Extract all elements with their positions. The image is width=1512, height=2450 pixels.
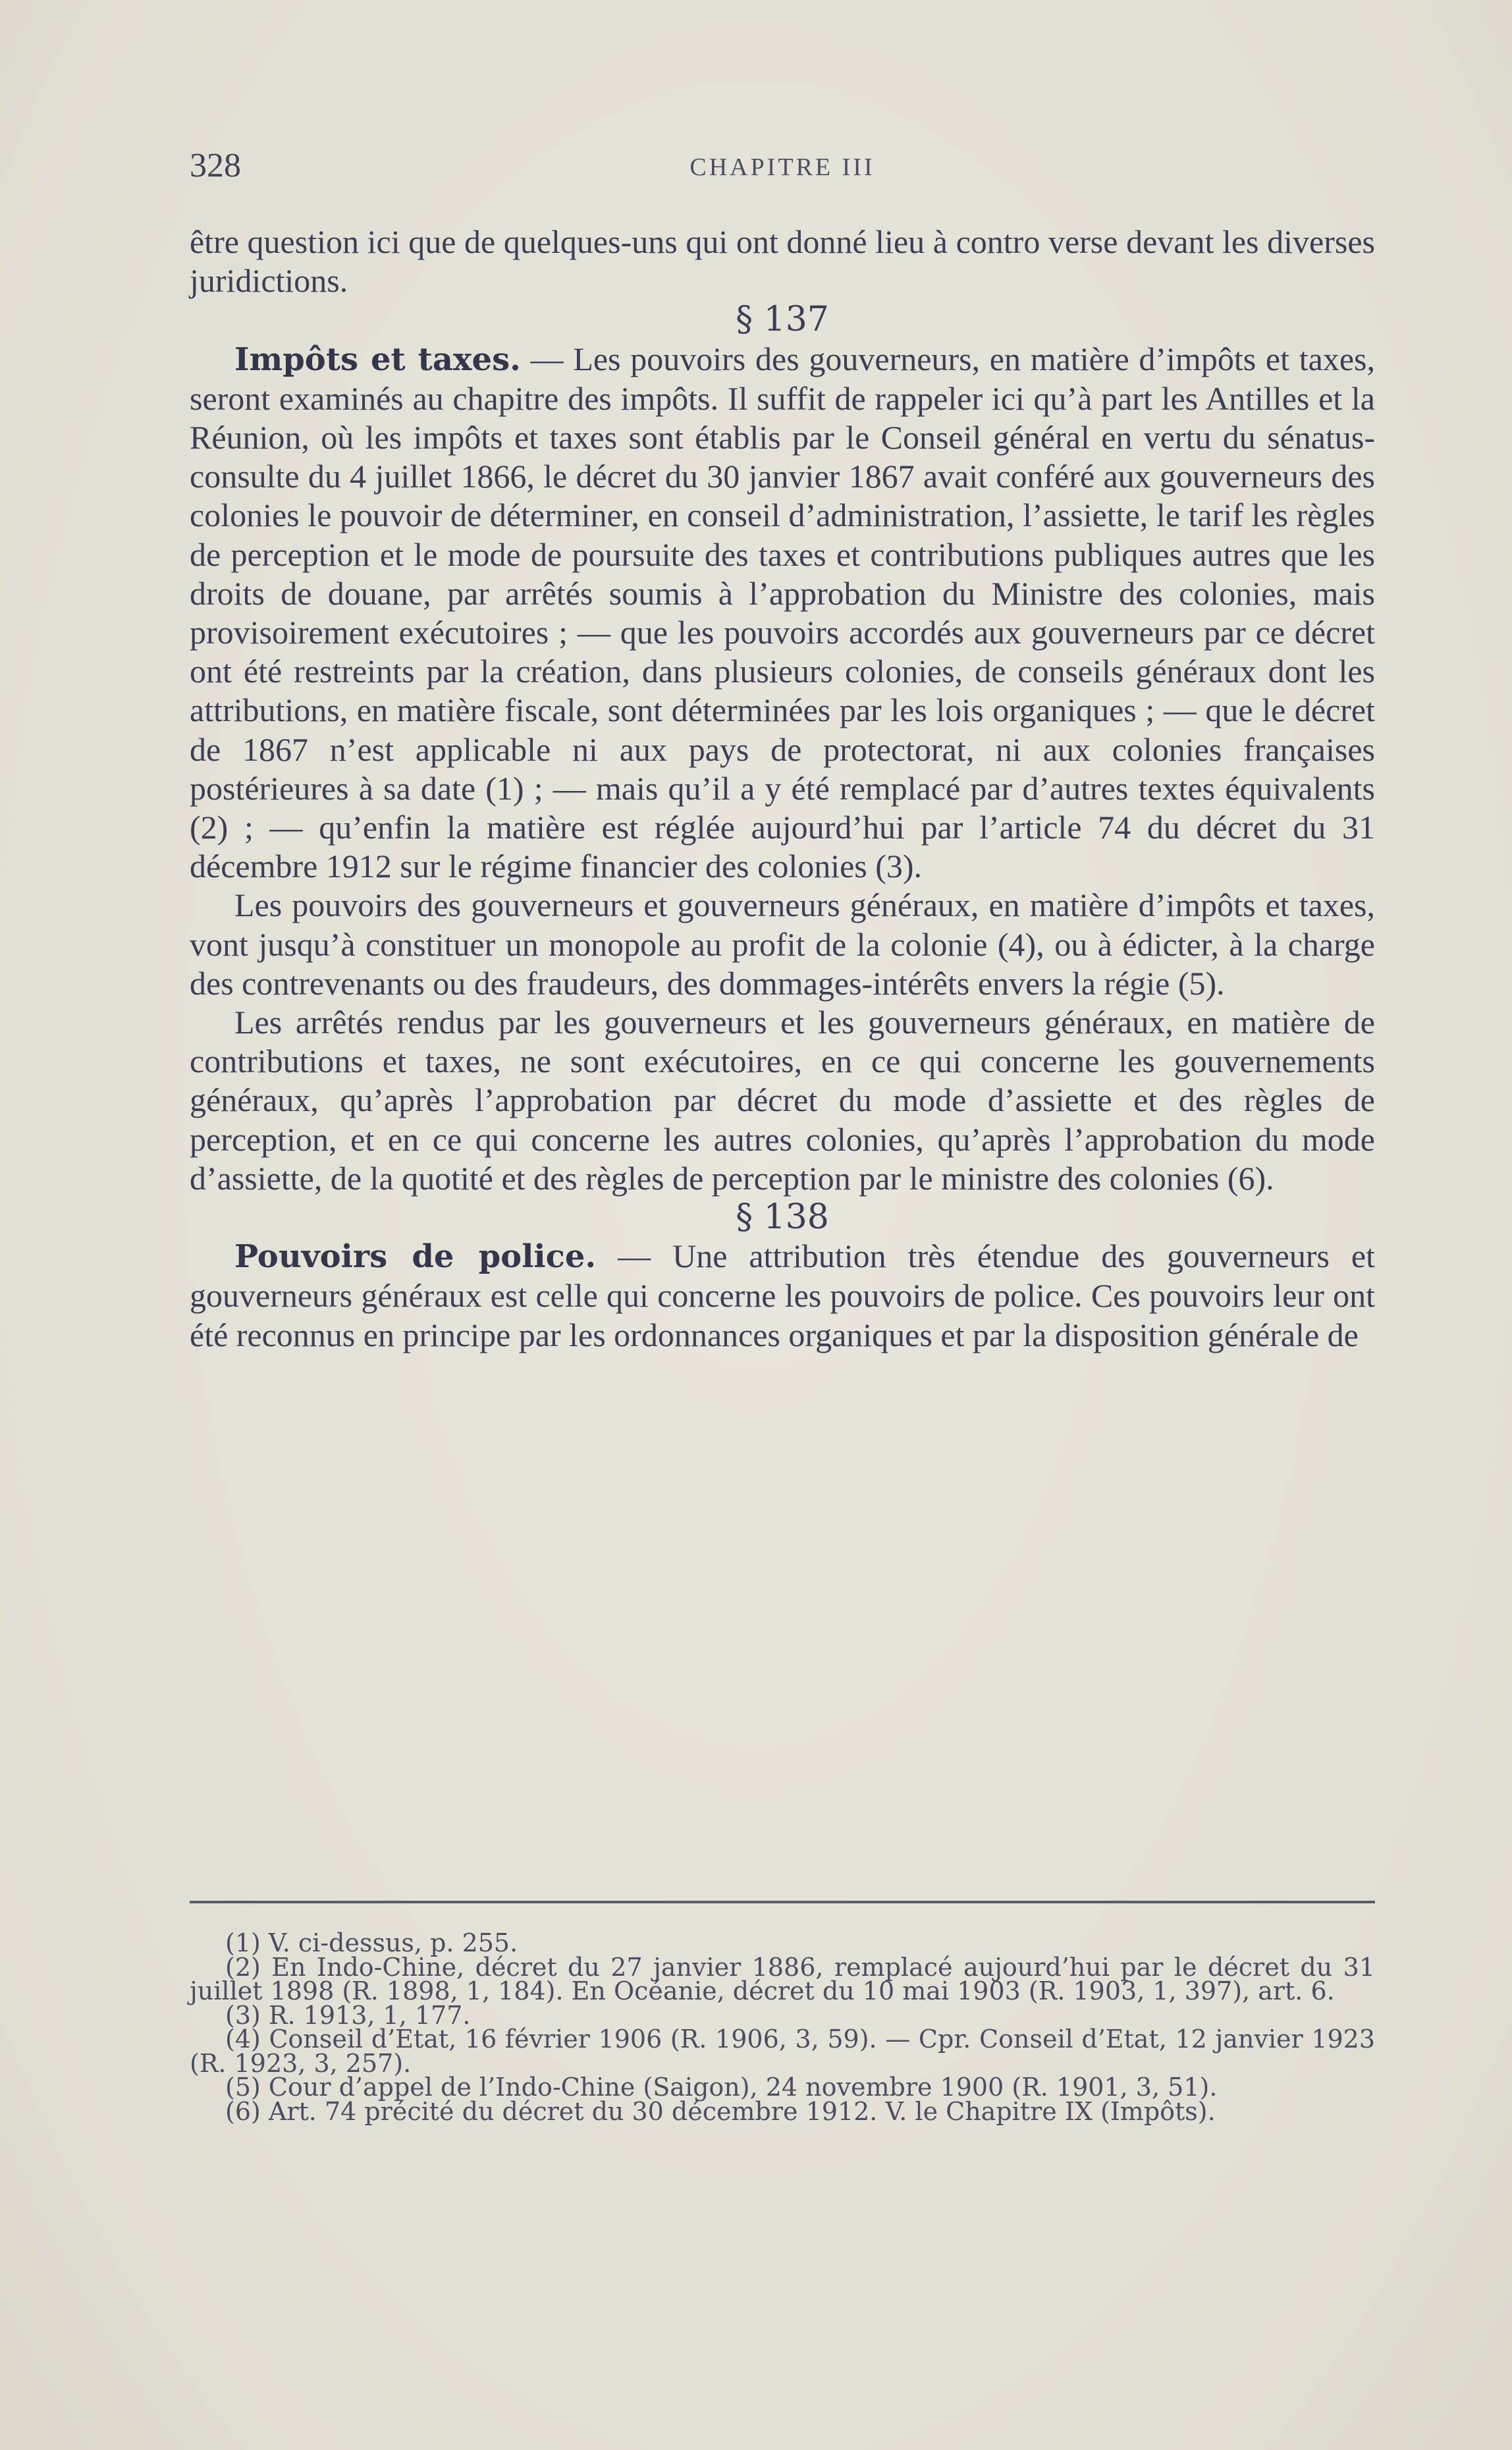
continuation-paragraph: être question ici que de quelques-uns qui ont donné lieu à contro verse devant les diverses juridictions. bbox=[190, 223, 1375, 300]
paragraph: Les pouvoirs des gouverneurs et gouverneurs généraux, en matière d’impôts et taxes, vont jusqu’à constituer un monopole au profit de la colonie (4), ou à édicter, à la charge des contrevenants ou des fraudeurs, des dommages-intérêts envers la régie (5). bbox=[190, 886, 1375, 1002]
paragraph-lead-police: Pouvoirs de police. bbox=[234, 1238, 597, 1276]
page-number: 328 bbox=[190, 147, 241, 184]
main-text bbox=[190, 223, 1375, 1355]
paragraph-text: — Les pouvoirs des gouverneurs, en matière d’impôts et taxes, seront examinés au chapitre des impôts. Il suffit de rappeler ici qu’à part les Antilles et la Réunion, où les impôts et taxes sont établis par le Conseil général en vertu du sénatus-consulte du 4 juillet 1866, le décret du 30 janvier 1867 avait conféré aux gouverneurs des colonies le pouvoir de déterminer, en conseil d’administration, l’assiette, le tarif les règles de perception et le mode de poursuite des taxes et contributions publiques autres que les droits de douane, par arrêtés soumis à l’approbation du Ministre des colonies, mais provisoirement exécutoires ; — que les pouvoirs accordés aux gouverneurs par ce décret ont été restreints par la création, dans plusieurs colonies, de conseils généraux dont les attributions, en matière fiscale, sont déterminées par les lois organiques ; — que le décret de 1867 n’est applicable ni aux pays de protectorat, ni aux colonies françaises postérieures à sa date (1) ; — mais qu’il a y été remplacé par d’autres textes équivalents (2) ; — qu’enfin la matière est réglée aujourd’hui par l’article 74 du décret du 31 décembre 1912 sur le régime financier des colonies (3). bbox=[190, 340, 1375, 885]
page-header bbox=[190, 146, 1375, 192]
paragraph-impots-taxes bbox=[190, 340, 1375, 886]
running-head: CHAPITRE III bbox=[689, 153, 875, 181]
section-heading-138: § 138 bbox=[736, 1197, 829, 1238]
footnote: (3) R. 1913, 1, 177. bbox=[225, 2000, 471, 2030]
paragraph: Les arrêtés rendus par les gouverneurs et les gouverneurs généraux, en matière de contributions et taxes, ne sont exécutoires, en ce qui concerne les gouvernements généraux, qu’après l’approbation par décret du mode d’assiette et des règles de perception, et en ce qui concerne les autres colonies, qu’après l’approbation du mode d’assiette, de la quotité et des règles de perception par le ministre des colonies (6). bbox=[190, 1004, 1375, 1197]
footnotes bbox=[190, 1928, 1375, 2126]
paragraph-text: — Une attribution très étendue des gouverneurs et gouverneurs généraux est celle qui concerne les pouvoirs de police. Ces pouvoirs leur ont été reconnus en principe par les ordonnances organiques et par la disposition générale de bbox=[190, 1238, 1376, 1353]
paragraph-lead-impots: Impôts et taxes. bbox=[234, 340, 521, 378]
paragraph-pouvoirs-police bbox=[190, 1237, 1375, 1355]
footnote: (2) En Indo-Chine, décret du 27 janvier 1886, remplacé aujourd’hui par le décret du 31 juillet 1898 (R. 1898, 1, 184). En Océanie, décret du 10 mai 1903 (R. 1903, 1, 397), art. 6. bbox=[190, 1952, 1375, 2005]
footnote-divider bbox=[190, 1901, 1375, 1903]
section-heading-137: § 137 bbox=[736, 300, 829, 340]
footnote: (1) V. ci-dessus, p. 255. bbox=[225, 1928, 518, 1957]
footnote: (6) Art. 74 précité du décret du 30 décembre 1912. V. le Chapitre IX (Impôts). bbox=[225, 2096, 1216, 2126]
footnote: (5) Cour d’appel de l’Indo-Chine (Saigon), 24 novembre 1900 (R. 1901, 3, 51). bbox=[225, 2073, 1218, 2102]
footnote: (4) Conseil d’Etat, 16 février 1906 (R. 1906, 3, 59). — Cpr. Conseil d’Etat, 12 janvier 1923 (R. 1923, 3, 257). bbox=[190, 2025, 1375, 2078]
